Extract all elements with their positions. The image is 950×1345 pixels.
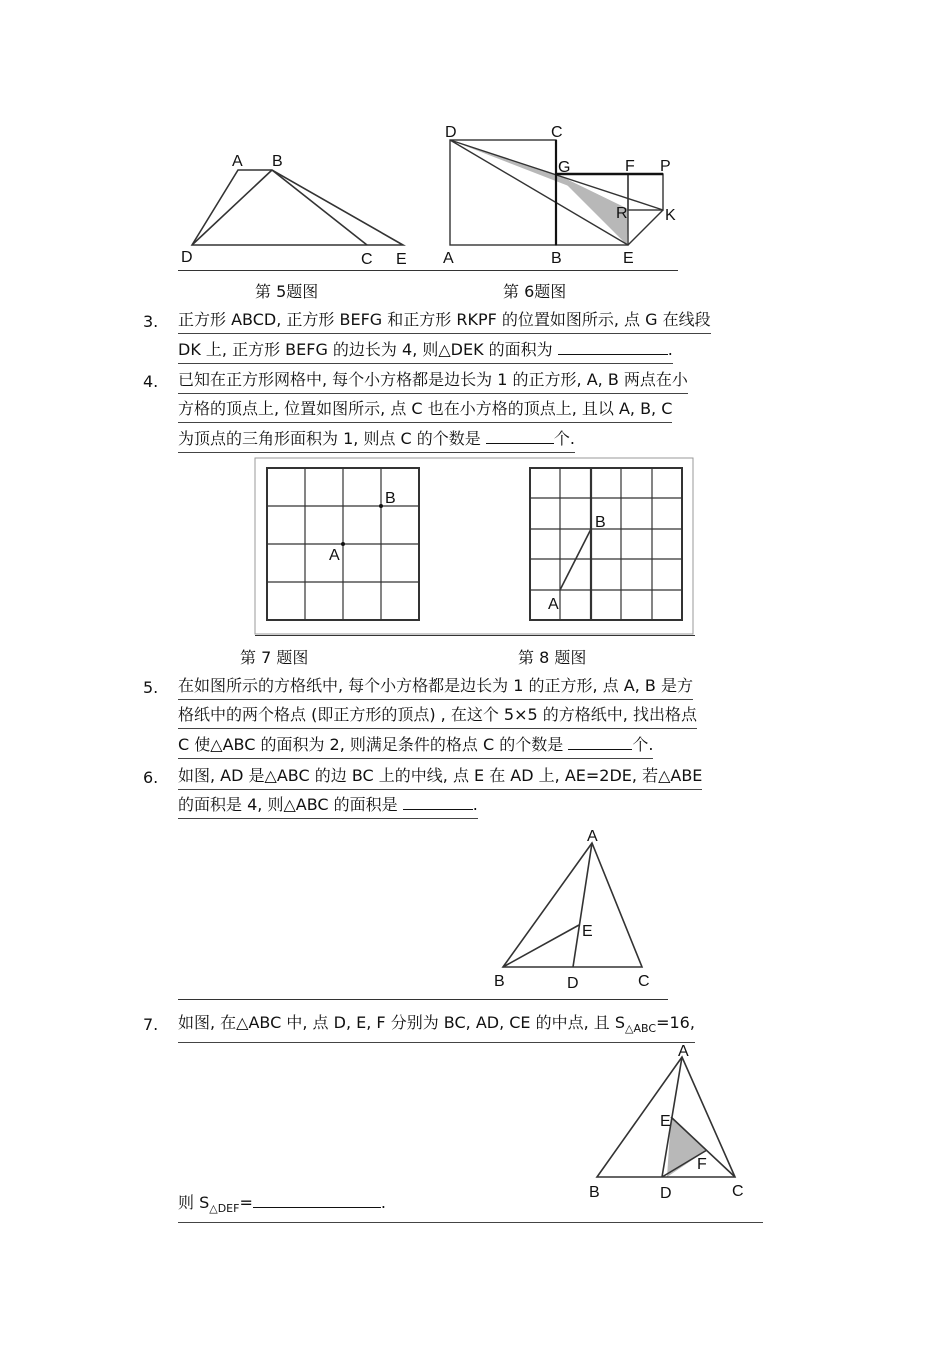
label-g: G xyxy=(558,159,571,176)
q5-line3 xyxy=(178,734,653,759)
label-d: D xyxy=(567,975,579,992)
q6-end: . xyxy=(472,795,478,814)
q4-line3 xyxy=(178,428,575,453)
label-p: P xyxy=(660,158,671,175)
figure-q6 xyxy=(490,825,665,995)
label-b: B xyxy=(551,250,562,267)
q7-line2-post: = xyxy=(239,1193,253,1212)
q6-line2-text: 的面积是 4, 则△ABC 的面积是 xyxy=(178,795,398,814)
caption-fig8: 第 8 题图 xyxy=(518,648,587,667)
label-e: E xyxy=(396,251,407,268)
trapezoid-abcd xyxy=(192,170,403,245)
q3-number: 3. xyxy=(143,312,159,331)
label-a: A xyxy=(587,828,598,845)
q4-number: 4. xyxy=(143,372,159,391)
label-e: E xyxy=(623,250,634,267)
q7-line1 xyxy=(178,1012,695,1043)
q4-line1: 已知在正方形网格中, 每个小方格都是边长为 1 的正方形, A, B 两点在小 xyxy=(178,369,688,394)
q7-line2 xyxy=(178,1192,763,1223)
q7-line1-sub: △ABC xyxy=(625,1022,657,1036)
q3-line1: 正方形 ABCD, 正方形 BEFG 和正方形 RKPF 的位置如图所示, 点 G 在线段 xyxy=(178,309,711,334)
label-d: D xyxy=(445,124,457,141)
label-c: C xyxy=(551,124,563,141)
label-d: D xyxy=(660,1185,672,1202)
label-a: A xyxy=(548,596,559,613)
label-e: E xyxy=(582,923,593,940)
label-b: B xyxy=(272,153,283,170)
segment-de xyxy=(450,140,628,245)
q5-number: 5. xyxy=(143,678,159,697)
q3-line2 xyxy=(178,339,673,364)
caption-fig5: 第 5题图 xyxy=(255,282,319,301)
q7-answer-blank[interactable] xyxy=(253,1193,381,1208)
figure-row-rule-top xyxy=(178,270,678,271)
q3-answer-blank[interactable] xyxy=(558,340,668,355)
segment-ad xyxy=(573,843,592,967)
label-c: C xyxy=(732,1183,744,1200)
q7-end: . xyxy=(380,1193,386,1212)
label-b: B xyxy=(589,1184,600,1201)
label-b: B xyxy=(385,490,396,507)
q5-answer-blank[interactable] xyxy=(568,735,632,750)
label-k: K xyxy=(665,207,676,224)
segment-bc xyxy=(272,170,367,245)
figure-q7 xyxy=(585,1040,755,1205)
figure-7 xyxy=(255,458,695,638)
q5-line2: 格纸中的两个格点 (即正方形的顶点) , 在这个 5×5 的方格纸中, 找出格点 xyxy=(178,704,697,729)
label-c: C xyxy=(361,251,373,268)
point-b xyxy=(379,504,383,508)
figure-7-8-frame xyxy=(255,458,693,634)
label-b: B xyxy=(595,514,606,531)
q3-line2-text: DK 上, 正方形 BEFG 的边长为 4, 则△DEK 的面积为 xyxy=(178,340,553,359)
q4-end: 个. xyxy=(553,429,575,448)
label-a: A xyxy=(443,250,454,267)
q4-line2: 方格的顶点上, 位置如图所示, 点 C 也在小方格的顶点上, 且以 A, B, C xyxy=(178,398,672,423)
q3-end: . xyxy=(667,340,673,359)
label-a: A xyxy=(329,547,340,564)
q6-number: 6. xyxy=(143,768,159,787)
q7-line1-text: 如图, 在△ABC 中, 点 D, E, F 分别为 BC, AD, CE 的中点, 且 S xyxy=(178,1013,626,1032)
label-b: B xyxy=(494,973,505,990)
label-f: F xyxy=(697,1156,707,1173)
point-a xyxy=(341,542,345,546)
caption-fig6: 第 6题图 xyxy=(503,282,567,301)
q5-end: 个. xyxy=(632,735,654,754)
figure-6 xyxy=(440,120,680,270)
q6-answer-blank[interactable] xyxy=(403,795,473,810)
caption-fig7: 第 7 题图 xyxy=(240,648,309,667)
label-e: E xyxy=(660,1113,671,1130)
label-r: R xyxy=(616,205,628,222)
label-c: C xyxy=(638,973,650,990)
segment-ek xyxy=(628,210,663,245)
q4-answer-blank[interactable] xyxy=(486,429,554,444)
q6-line1: 如图, AD 是△ABC 的边 BC 上的中线, 点 E 在 AD 上, AE=2DE, 若△ABE xyxy=(178,765,702,790)
q7-line2-sub: △DEF xyxy=(209,1202,240,1216)
q4-line3-text: 为顶点的三角形面积为 1, 则点 C 的个数是 xyxy=(178,429,481,448)
q7-line1-post: =16, xyxy=(656,1013,695,1032)
label-d: D xyxy=(181,249,193,266)
q7-line2-text: 则 S xyxy=(178,1193,210,1212)
label-a: A xyxy=(232,153,243,170)
q5-line1: 在如图所示的方格纸中, 每个小方格都是边长为 1 的正方形, 点 A, B 是方 xyxy=(178,675,693,700)
q6-rule xyxy=(178,999,668,1000)
triangle-abc xyxy=(503,843,642,967)
figure-row-rule-middle xyxy=(255,635,695,636)
label-a: A xyxy=(678,1043,689,1060)
q6-line2 xyxy=(178,794,478,819)
q7-number: 7. xyxy=(143,1015,159,1034)
q5-line3-text: C 使△ABC 的面积为 2, 则满足条件的格点 C 的个数是 xyxy=(178,735,564,754)
segment-be xyxy=(503,925,579,967)
label-f: F xyxy=(625,158,635,175)
figure-5 xyxy=(175,150,415,270)
